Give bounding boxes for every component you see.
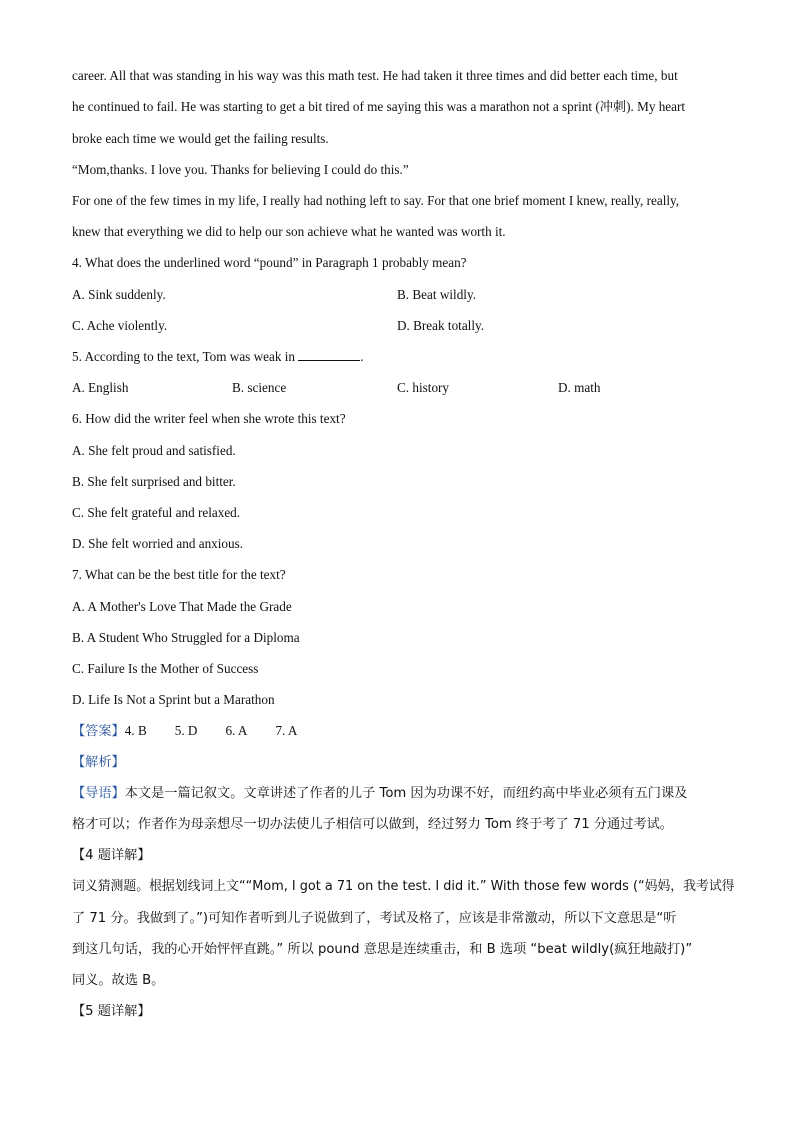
question-6-option-c: C. She felt grateful and relaxed. (72, 505, 241, 520)
question-4-option-b: B. Beat wildly. (397, 287, 476, 302)
passage-line: broke each time we would get the failing results. (72, 131, 329, 146)
question-4-stem: 4. What does the underlined word “pound” in Paragraph 1 probably mean? (72, 255, 467, 270)
question-5-option-b: B. science (232, 380, 287, 395)
question-6-option-b: B. She felt surprised and bitter. (72, 474, 236, 489)
question-6-option-d: D. She felt worried and anxious. (72, 536, 244, 551)
q4-detail-label: 【4 题详解】 (72, 848, 151, 863)
answer-blank (298, 349, 360, 361)
question-5-stem-end: . (360, 349, 364, 364)
passage-line: “Mom,thanks. I love you. Thanks for believing I could do this.” (72, 162, 409, 177)
q5-detail-label: 【5 题详解】 (72, 1004, 151, 1019)
q4-detail-line: 了 71 分。我做到了。”)可知作者听到儿子说做到了，考试及格了，应该是非常激动，所以下文意思是“听 (72, 911, 677, 926)
answer-item: 7. A (275, 723, 298, 738)
question-4-option-a: A. Sink suddenly. (72, 287, 166, 302)
analysis-label: 【解析】 (72, 755, 125, 770)
guide-line: 格才可以；作者作为母亲想尽一切办法使儿子相信可以做到，经过努力 Tom 终于考了 71 分通过考试。 (72, 817, 673, 832)
question-4-option-d: D. Break totally. (397, 318, 485, 333)
guide-line (72, 786, 732, 802)
answer-label: 【答案】 (72, 724, 125, 739)
answer-item: 6. A (225, 723, 248, 738)
question-6-stem: 6. How did the writer feel when she wrote this text? (72, 411, 346, 426)
question-5-option-d: D. math (558, 380, 601, 395)
q4-detail-line: 词义猜测题。根据划线词上文““Mom, I got a 71 on the test. I did it.” With those few words (“妈妈，我考试得 (72, 879, 735, 894)
question-7-option-d: D. Life Is Not a Sprint but a Marathon (72, 692, 275, 707)
question-5-option-c: C. history (397, 380, 450, 395)
answer-item: 4. B (124, 723, 147, 738)
passage-line: knew that everything we did to help our son achieve what he wanted was worth it. (72, 224, 506, 239)
answer-item: 5. D (174, 723, 198, 738)
question-5-stem-text: 5. According to the text, Tom was weak in (72, 349, 299, 364)
q4-detail-line: 到这几句话，我的心开始怦怦直跳。” 所以 pound 意思是连续重击，和 B 选项 “beat wildly(疯狂地敲打)” (72, 942, 693, 957)
question-4-option-c: C. Ache violently. (72, 318, 168, 333)
passage-line: career. All that was standing in his way was this math test. He had taken it three times and did better each time, but (72, 68, 678, 83)
question-6-option-a: A. She felt proud and satisfied. (72, 443, 236, 458)
answer-key (72, 723, 732, 740)
passage-line: For one of the few times in my life, I really had nothing left to say. For that one brief moment I knew, really, really, (72, 193, 680, 208)
question-7-stem: 7. What can be the best title for the text? (72, 567, 286, 582)
guide-label: 【导语】 (72, 786, 125, 801)
question-7-option-c: C. Failure Is the Mother of Success (72, 661, 259, 676)
passage-line: he continued to fail. He was starting to get a bit tired of me saying this was a marathon not a sprint (冲刺). My heart (72, 99, 686, 114)
question-7-option-b: B. A Student Who Struggled for a Diploma (72, 630, 300, 645)
guide-text: 本文是一篇记叙文。文章讲述了作者的儿子 Tom 因为功课不好，而纽约高中毕业必须有五门课及 (124, 786, 688, 801)
q4-detail-line: 同义。故选 B。 (72, 973, 165, 988)
question-5-option-a: A. English (72, 380, 129, 395)
question-5-stem (72, 349, 732, 365)
question-7-option-a: A. A Mother's Love That Made the Grade (72, 599, 292, 614)
